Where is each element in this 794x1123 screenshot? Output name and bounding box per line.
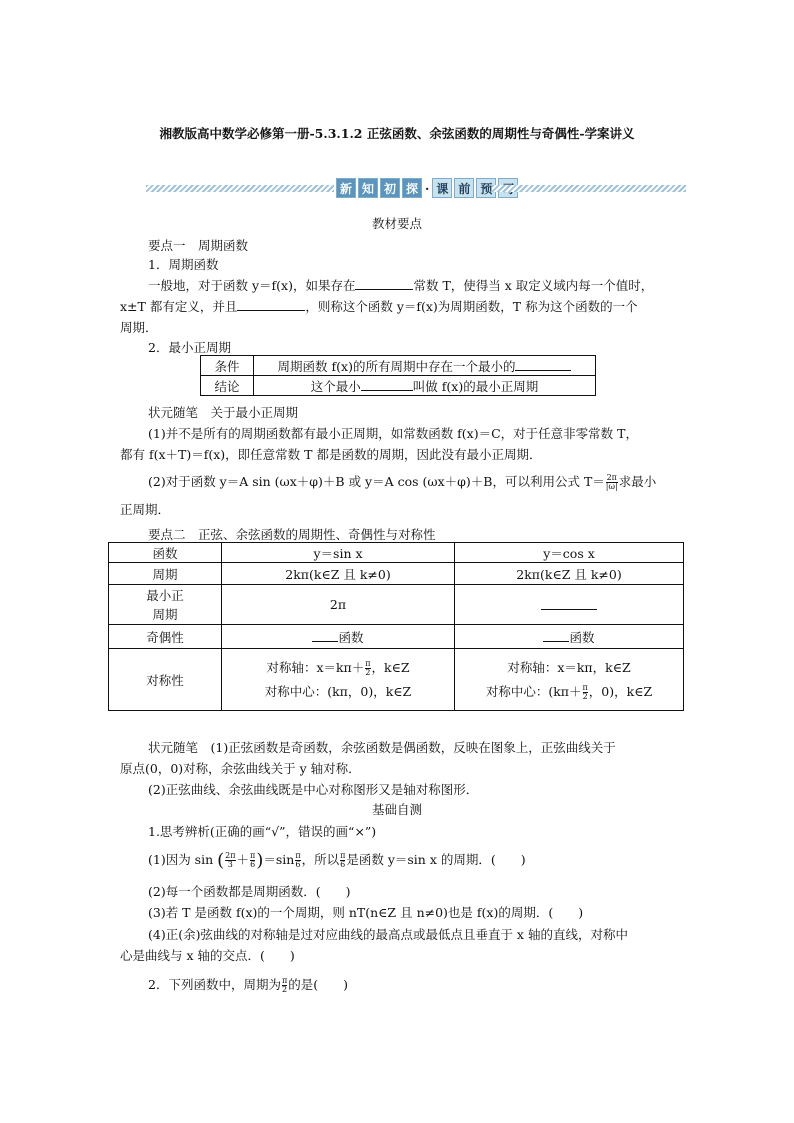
paren-left: ( [217, 850, 225, 871]
numerator: 2π [606, 473, 617, 482]
denominator: 2 [365, 667, 371, 677]
text: 对称轴：x＝kπ＋ [266, 659, 365, 675]
table-cell [455, 649, 684, 711]
table-row [109, 585, 684, 625]
banner-char: 初 [380, 178, 400, 198]
banner-char: 探 [402, 178, 422, 198]
table-header: y＝sin x [222, 543, 455, 563]
text: 是函数 y＝sin x 的周期．( ) [346, 852, 526, 867]
text: ，所以 [301, 852, 340, 867]
table-row [201, 356, 596, 376]
fill-blank [515, 358, 571, 371]
text: 函数 [338, 629, 364, 645]
table-cell [455, 585, 684, 625]
table-cell: 条件 [201, 356, 254, 376]
table-cell: 2kπ(k∈Z 且 k≠0) [455, 563, 684, 585]
fill-blank [355, 277, 413, 290]
text: 对称中心：(kπ＋ [485, 683, 582, 699]
table-cell [455, 625, 684, 649]
numerator: π [340, 851, 346, 860]
fill-blank [543, 629, 569, 642]
point1-line1 [148, 276, 653, 294]
test-heading: 基础自测 [371, 802, 422, 817]
table-cell: 对称性 [109, 649, 222, 711]
denominator: 2 [582, 691, 588, 701]
text: 对称轴：x＝kπ，k∈Z [507, 659, 631, 675]
question-1-1 [148, 850, 526, 871]
fill-blank [312, 629, 338, 642]
text: 一般地，对于函数 y＝f(x)，如果存在 [148, 278, 356, 293]
table-row [109, 649, 684, 711]
point1-heading: 要点一 周期函数 [148, 238, 249, 253]
table-cell [222, 625, 455, 649]
note-line: 都有 f(x＋T)＝f(x)，即任意常数 T 都是函数的周期，因此没有最小正周期． [120, 447, 542, 462]
fraction [225, 852, 235, 869]
point2-heading: 要点二 正弦、余弦函数的周期性、奇偶性与对称性 [148, 527, 436, 542]
note2-line: 状元随笔 (1)正弦函数是奇函数，余弦函数是偶函数，反映在图象上，正弦曲线关于 [148, 740, 616, 755]
denominator: 6 [340, 860, 346, 869]
text: (2)对于函数 y＝A sin (ωx＋φ)＋B 或 y＝A cos (ωx＋φ)＋B，可以利用公式 T＝ [148, 474, 605, 489]
numerator: π [295, 851, 301, 860]
text: 函数 [569, 629, 595, 645]
numerator: π [250, 851, 256, 860]
text: ，0)，k∈Z [588, 683, 653, 699]
point1-line2 [120, 297, 638, 315]
section-banner [146, 178, 686, 200]
denominator: 6 [250, 860, 256, 869]
text [222, 656, 454, 680]
table-header: y＝cos x [455, 543, 684, 563]
text: ＋ [236, 852, 250, 867]
note2-line: 原点(0，0)对称，余弦曲线关于 y 轴对称． [120, 761, 361, 776]
table-cell: 2kπ(k∈Z 且 k≠0) [222, 563, 455, 585]
table-cell [222, 649, 455, 711]
numerator: π [582, 682, 588, 692]
denominator: 6 [295, 860, 301, 869]
text [455, 680, 683, 704]
banner-char: 课 [432, 178, 452, 198]
fraction [282, 977, 287, 994]
fraction [365, 660, 370, 677]
fraction [295, 852, 300, 869]
section-heading: 教材要点 [371, 216, 422, 231]
point1-line3: 周期． [120, 320, 158, 335]
table-cell [254, 356, 596, 376]
banner-label [336, 178, 518, 198]
denominator: 2 [282, 985, 288, 994]
paren-right: ) [256, 850, 264, 871]
point1-sub1: 1．周期函数 [148, 257, 219, 272]
point1-sub2: 2．最小正周期 [148, 340, 231, 355]
table-row [201, 376, 596, 396]
question-1-3: (3)若 T 是函数 f(x)的一个周期，则 nT(n∈Z 且 n≠0)也是 f(x)的周期．( ) [148, 905, 584, 920]
text: 最小正 [146, 587, 184, 603]
table-row [109, 625, 684, 649]
trig-properties-table [108, 542, 684, 711]
banner-right-stripe [492, 185, 686, 192]
text: 这个最小 [310, 378, 361, 394]
table-cell: 2π [222, 585, 455, 625]
min-period-table [200, 355, 596, 396]
banner-left-stripe [146, 185, 334, 192]
text: 周期 [152, 606, 178, 622]
fraction [340, 852, 345, 869]
fraction [606, 474, 618, 491]
numerator: 2π [225, 851, 236, 860]
text: 对称中心：(kπ，0)，k∈Z [264, 683, 412, 699]
fraction [250, 852, 255, 869]
fill-blank [541, 597, 597, 610]
note-title: 状元随笔 关于最小正周期 [148, 405, 299, 420]
text: 周期函数 f(x)的所有周期中存在一个最小的 [277, 358, 516, 374]
note2-line: (2)正弦曲线、余弦曲线既是中心对称图形又是轴对称图形． [148, 782, 479, 797]
numerator: π [281, 976, 288, 985]
question-1-4: (4)正(余)弦曲线的对称轴是过对应曲线的最高点或最低点且垂直于 x 轴的直线，对称中 [148, 927, 628, 942]
text: ，则称这个函数 y＝f(x)为周期函数，T 称为这个函数的一个 [305, 299, 638, 314]
text: 2．下列函数中，周期为 [148, 977, 281, 992]
question-1: 1.思考辨析(正确的画“√”，错误的画“×”) [148, 824, 377, 839]
banner-char: 知 [358, 178, 378, 198]
denominator: |ω| [605, 482, 618, 491]
note-line-formula [148, 472, 656, 491]
table-cell: 奇偶性 [109, 625, 222, 649]
text: 常数 T，使得当 x 取定义域内每一个值时， [413, 278, 654, 293]
fraction [583, 684, 588, 701]
document-title: 湘教版高中数学必修第一册-5.3.1.2 正弦函数、余弦函数的周期性与奇偶性-学案讲义 [159, 126, 635, 141]
banner-char: 新 [336, 178, 356, 198]
banner-dot: · [425, 180, 430, 196]
note-line: 正周期． [120, 502, 171, 517]
numerator: π [365, 658, 371, 668]
table-header: 函数 [109, 543, 222, 563]
table-cell: 结论 [201, 376, 254, 396]
text: x±T 都有定义，并且 [120, 299, 238, 314]
table-cell [254, 376, 596, 396]
text: (1)因为 sin [148, 852, 214, 867]
text: ＝sin [263, 852, 295, 867]
text: ，k∈Z [371, 659, 410, 675]
banner-char: 前 [454, 178, 474, 198]
banner-char: 预 [476, 178, 496, 198]
denominator: 3 [227, 860, 233, 869]
text: 的是( ) [288, 977, 348, 992]
table-row [109, 543, 684, 563]
table-cell: 周期 [109, 563, 222, 585]
text: 叫做 f(x)的最小正周期 [412, 378, 539, 394]
table-row [109, 563, 684, 585]
fill-blank [237, 298, 305, 311]
table-cell [109, 585, 222, 625]
text: 求最小 [618, 474, 657, 489]
question-1-4-cont: 心是曲线与 x 轴的交点．( ) [120, 948, 295, 963]
question-2 [148, 975, 348, 994]
question-1-2: (2)每一个函数都是周期函数．( ) [148, 884, 351, 899]
note-line: (1)并不是所有的周期函数都有最小正周期，如常数函数 f(x)＝C，对于任意非零常数 T， [148, 426, 638, 441]
fill-blank [361, 378, 413, 391]
